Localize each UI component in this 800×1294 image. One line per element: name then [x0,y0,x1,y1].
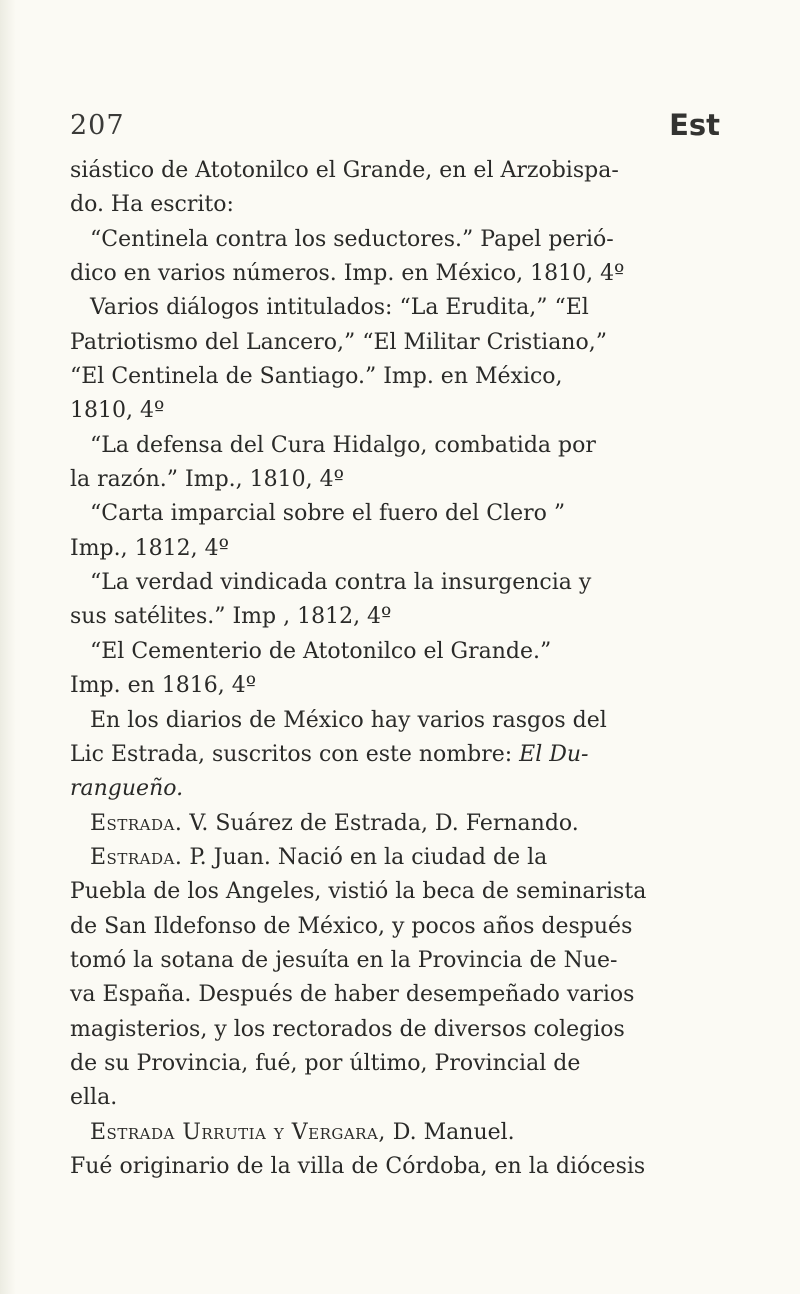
text-line: Imp. en 1816, 4º [70,673,257,699]
page-header [70,110,720,144]
text-line: “El Cementerio de Atotonilco el Grande.” [90,638,552,664]
text-line: “Centinela contra los seductores.” Papel perió- [90,226,614,252]
text-line: “La defensa del Cura Hidalgo, combatida por [90,432,596,458]
text-line: dico en varios números. Imp. en México, 1810, 4º [70,261,625,287]
text-line: Patriotismo del Lancero,” “El Militar Cristiano,” [70,329,607,355]
text-line: la razón.” Imp., 1810, 4º [70,467,344,493]
text-line: Fué originario de la villa de Córdoba, en la diócesis [70,1153,646,1179]
entry-heading: Estrada Urrutia y Vergara, [90,1119,386,1145]
entry-heading-line: Estrada. V. Suárez de Estrada, D. Fernando. [90,810,579,836]
text-line: Imp., 1812, 4º [70,535,229,561]
text-line: de San Ildefonso de México, y pocos años después [70,913,633,939]
page-edge-shadow [0,0,16,1294]
text-line: Lic Estrada, suscritos con este nombre: El Du- [70,741,589,767]
entry-heading-line: Estrada. P. Juan. Nació en la ciudad de la [90,844,548,870]
entry-heading: Estrada. [90,810,183,836]
text-line: de su Provincia, fué, por último, Provincial de [70,1050,581,1076]
text-line: “El Centinela de Santiago.” Imp. en México, [70,364,563,390]
text-line: 1810, 4º [70,398,165,424]
text-line: sus satélites.” Imp , 1812, 4º [70,604,392,630]
text-line: siástico de Atotonilco el Grande, en el Arzobispa- [70,158,619,183]
text-line: En los diarios de México hay varios rasgos del [90,707,607,733]
text-line: Puebla de los Angeles, vistió la beca de seminarista [70,879,647,905]
entry-heading: Estrada. [90,844,183,870]
italic-pseudonym: El Du- [519,741,589,767]
running-head: Est [669,108,720,142]
italic-pseudonym: rangueño. [70,776,184,802]
entry-heading-line: Estrada Urrutia y Vergara, D. Manuel. [90,1119,515,1145]
text-line: do. Ha escrito: [70,192,234,218]
text-line [70,772,724,806]
text-line: magisterios, y los rectorados de diversos colegios [70,1016,625,1042]
text-line: va España. Después de haber desempeñado varios [70,982,635,1008]
page-number: 207 [70,110,125,141]
body-text [70,154,724,1184]
text-line: “Carta imparcial sobre el fuero del Clero ” [90,501,566,527]
text-line: “La verdad vindicada contra la insurgencia y [90,570,592,596]
text-line: tomó la sotana de jesuíta en la Provincia de Nue- [70,947,618,973]
text-line: Varios diálogos intitulados: “La Erudita,” “El [90,295,589,321]
text-line: ella. [70,1085,118,1111]
